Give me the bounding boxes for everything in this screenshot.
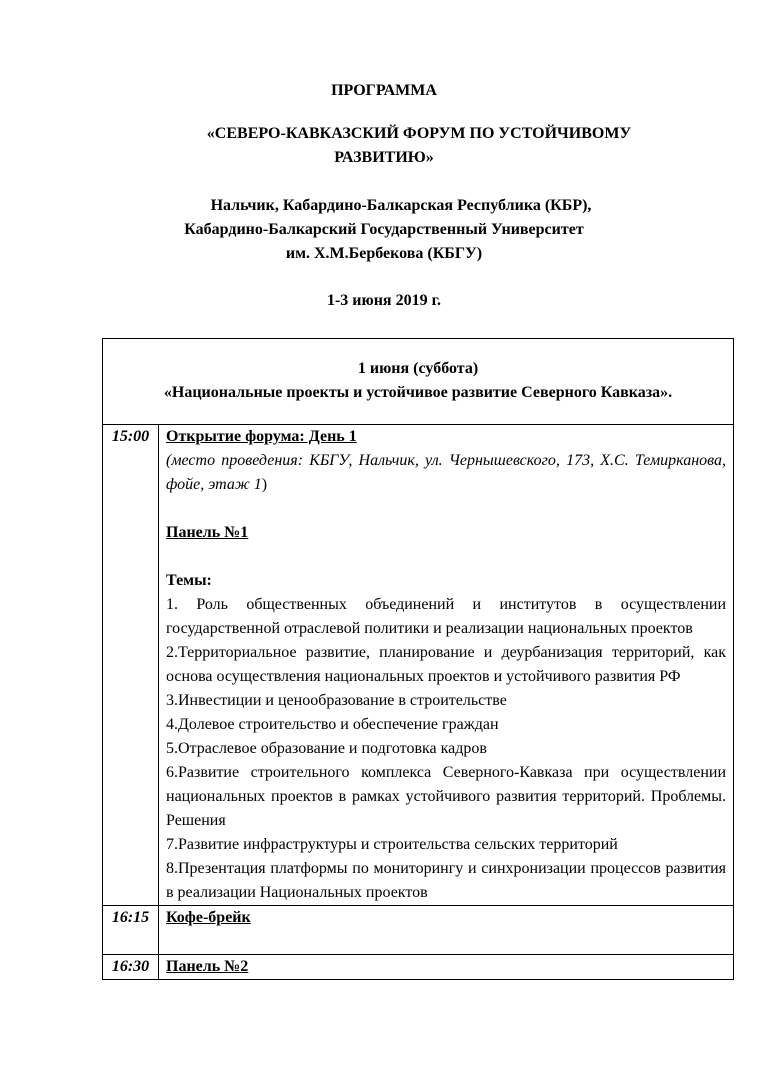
topic-item: 2.Территориальное развитие, планирование и деурбанизация территорий, как основа осуществления национальных проектов и устойчивого развития РФ: [166, 644, 727, 685]
spacer: [166, 497, 726, 521]
content-cell: [159, 906, 734, 955]
topic-item: 8.Презентация платформы по мониторингу и синхронизации процессов развития в реализации Национальных проектов: [166, 860, 727, 901]
topic-item: 5.Отраслевое образование и подготовка кадров: [166, 740, 487, 757]
location-line3: им. Х.М.Бербекова (КБГУ): [285, 245, 483, 262]
event-dates: 1-3 июня 2019 г.: [326, 292, 442, 309]
location-line2: Кабардино-Балкарский Государственный Университет: [184, 221, 584, 238]
session-title: Открытие форума: День 1: [166, 428, 357, 445]
topic-item: 6.Развитие строительного комплекса Северного-Кавказа при осуществлении национальных проектов в рамках устойчивого развития территорий. Проблемы. Решения: [166, 764, 727, 829]
panel-title: Панель №1: [166, 524, 249, 541]
time-cell: 16:15: [103, 906, 159, 955]
day-date: 1 июня (суббота): [357, 360, 479, 377]
topic-item: 3.Инвестиции и ценообразование в строительстве: [166, 692, 507, 709]
forum-name-line1: «СЕВЕРО-КАВКАЗСКИЙ ФОРУМ ПО УСТОЙЧИВОМУ: [206, 125, 632, 142]
location-line1: Нальчик, Кабардино-Балкарская Республика (КБР),: [210, 197, 592, 214]
content-cell: [159, 955, 734, 980]
venue-text: (место проведения: КБГУ, Нальчик, ул. Чернышевского, 173, Х.С. Темирканова, фойе, этаж 1: [166, 452, 727, 493]
schedule-table: [102, 338, 734, 980]
content-cell: [159, 425, 734, 906]
forum-name-line2: РАЗВИТИЮ»: [334, 149, 434, 166]
time-cell: 16:30: [103, 955, 159, 980]
session-title: Панель №2: [166, 958, 249, 975]
topics-label: Темы:: [166, 572, 212, 589]
time-cell: 15:00: [103, 425, 159, 906]
topic-item: 4.Долевое строительство и обеспечение граждан: [166, 716, 499, 733]
program-title: ПРОГРАММА: [331, 82, 437, 99]
venue-close: ): [261, 476, 268, 493]
day-theme: «Национальные проекты и устойчивое развитие Северного Кавказа».: [163, 384, 673, 401]
table-row: [103, 955, 734, 980]
topic-item: 1. Роль общественных объединений и институтов в осуществлении государственной отраслевой политики и реализации национальных проектов: [166, 596, 727, 637]
session-title: Кофе-брейк: [166, 909, 251, 926]
day-header-cell: [103, 339, 734, 425]
topic-item: 7.Развитие инфраструктуры и строительства сельских территорий: [166, 836, 618, 853]
table-row: [103, 425, 734, 906]
spacer: [166, 545, 726, 569]
day-header-row: [103, 339, 734, 425]
table-row: [103, 906, 734, 955]
session-venue: [166, 449, 726, 497]
